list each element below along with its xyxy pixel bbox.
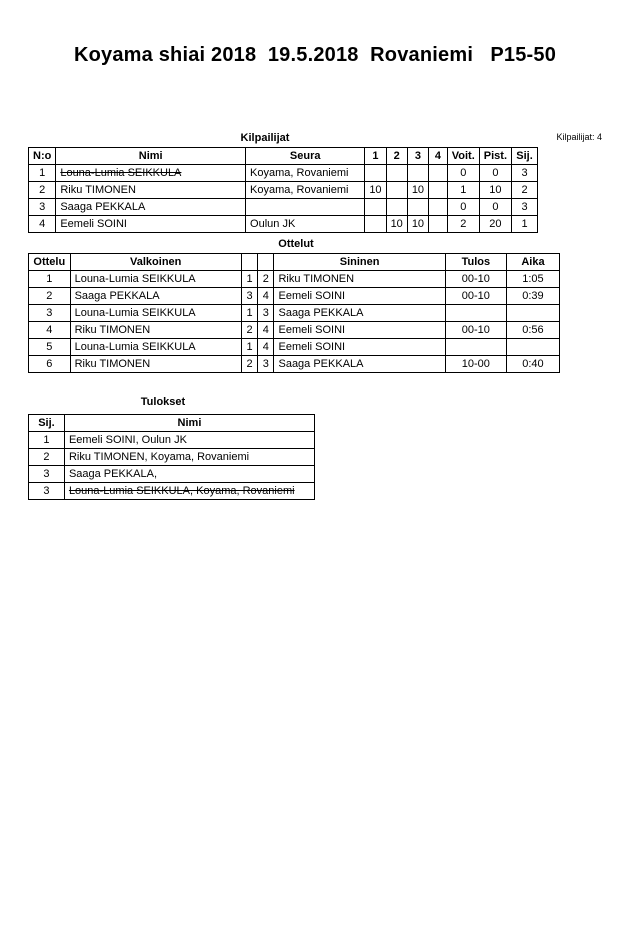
column-header-seura: Seura (246, 148, 365, 165)
column-header-m3: 3 (407, 148, 428, 165)
cell-sijoitus: 1 (29, 432, 65, 449)
cell-m1 (365, 199, 386, 216)
column-header-pisteet: Pist. (479, 148, 511, 165)
table-header-row (29, 148, 538, 165)
cell-sijoitus: 1 (512, 216, 538, 233)
cell-seura: Koyama, Rovaniemi (246, 165, 365, 182)
cell-pisteet: 10 (479, 182, 511, 199)
cell-sininen: Eemeli SOINI (274, 339, 445, 356)
cell-tulos (445, 305, 506, 322)
cell-nimi: Saaga PEKKALA (56, 199, 246, 216)
column-header-nimi: Nimi (56, 148, 246, 165)
cell-m4 (429, 216, 448, 233)
cell-valkoinen-no: 3 (241, 288, 257, 305)
table-row (29, 466, 315, 483)
kilpailijat-section (28, 132, 602, 233)
cell-no: 2 (29, 182, 56, 199)
cell-sininen: Saaga PEKKALA (274, 356, 445, 373)
cell-m1 (365, 216, 386, 233)
table-row (29, 288, 560, 305)
cell-sijoitus: 3 (512, 165, 538, 182)
column-header-m2: 2 (386, 148, 407, 165)
tulokset-heading: Tulokset (140, 396, 186, 408)
cell-valkoinen: Louna-Lumia SEIKKULA (70, 271, 241, 288)
kilpailijat-count: Kilpailijat: 4 (556, 132, 602, 142)
column-header-m4: 4 (429, 148, 448, 165)
cell-nimi: Louna-Lumia SEIKKULA, Koyama, Rovaniemi (64, 483, 314, 500)
cell-voitot: 1 (447, 182, 479, 199)
column-header-sininen: Sininen (274, 254, 445, 271)
cell-valkoinen: Louna-Lumia SEIKKULA (70, 305, 241, 322)
table-row (29, 322, 560, 339)
cell-valkoinen-no: 1 (241, 339, 257, 356)
cell-sininen-no: 4 (258, 339, 274, 356)
tulokset-table (28, 414, 315, 500)
cell-valkoinen-no: 2 (241, 322, 257, 339)
cell-ottelu: 4 (29, 322, 71, 339)
cell-pisteet: 0 (479, 199, 511, 216)
cell-valkoinen: Louna-Lumia SEIKKULA (70, 339, 241, 356)
cell-pisteet: 0 (479, 165, 511, 182)
ottelut-heading: Ottelut (278, 238, 314, 250)
column-header-valkoinen: Valkoinen (70, 254, 241, 271)
cell-seura (246, 199, 365, 216)
table-header-row (29, 415, 315, 432)
table-row (29, 199, 538, 216)
cell-sininen: Eemeli SOINI (274, 288, 445, 305)
table-row (29, 356, 560, 373)
cell-aika (506, 339, 559, 356)
cell-m4 (429, 165, 448, 182)
cell-sininen-no: 4 (258, 322, 274, 339)
cell-m2: 10 (386, 216, 407, 233)
cell-voitot: 2 (447, 216, 479, 233)
cell-ottelu: 1 (29, 271, 71, 288)
cell-aika: 1:05 (506, 271, 559, 288)
cell-m4 (429, 182, 448, 199)
cell-sijoitus: 3 (29, 466, 65, 483)
cell-sijoitus: 2 (29, 449, 65, 466)
cell-nimi: Riku TIMONEN, Koyama, Rovaniemi (64, 449, 314, 466)
table-row (29, 216, 538, 233)
cell-nimi: Riku TIMONEN (56, 182, 246, 199)
cell-sijoitus: 3 (29, 483, 65, 500)
cell-aika: 0:56 (506, 322, 559, 339)
column-header-m1: 1 (365, 148, 386, 165)
cell-aika: 0:39 (506, 288, 559, 305)
cell-valkoinen: Saaga PEKKALA (70, 288, 241, 305)
kilpailijat-table (28, 147, 538, 233)
cell-ottelu: 5 (29, 339, 71, 356)
cell-aika (506, 305, 559, 322)
cell-sininen-no: 2 (258, 271, 274, 288)
cell-tulos: 00-10 (445, 271, 506, 288)
column-header-voitot: Voit. (447, 148, 479, 165)
cell-voitot: 0 (447, 199, 479, 216)
cell-sininen-no: 4 (258, 288, 274, 305)
column-header-ottelu: Ottelu (29, 254, 71, 271)
cell-sininen: Eemeli SOINI (274, 322, 445, 339)
cell-m3 (407, 199, 428, 216)
cell-m2 (386, 165, 407, 182)
table-row (29, 449, 315, 466)
cell-sininen: Saaga PEKKALA (274, 305, 445, 322)
cell-sininen-no: 3 (258, 356, 274, 373)
cell-ottelu: 3 (29, 305, 71, 322)
cell-tulos: 00-10 (445, 322, 506, 339)
table-header-row (29, 254, 560, 271)
cell-tulos: 10-00 (445, 356, 506, 373)
table-row (29, 271, 560, 288)
cell-m3 (407, 165, 428, 182)
cell-m3: 10 (407, 216, 428, 233)
cell-sijoitus: 3 (512, 199, 538, 216)
cell-m4 (429, 199, 448, 216)
cell-valkoinen-no: 1 (241, 305, 257, 322)
cell-m1 (365, 165, 386, 182)
column-header-nimi: Nimi (64, 415, 314, 432)
cell-seura: Oulun JK (246, 216, 365, 233)
column-header-no: N:o (29, 148, 56, 165)
column-header-valkoinen-no (241, 254, 257, 271)
ottelut-table (28, 253, 560, 373)
cell-m2 (386, 182, 407, 199)
cell-tulos (445, 339, 506, 356)
cell-m1: 10 (365, 182, 386, 199)
table-row (29, 483, 315, 500)
cell-no: 4 (29, 216, 56, 233)
tulokset-section (28, 396, 328, 500)
cell-ottelu: 2 (29, 288, 71, 305)
cell-nimi: Eemeli SOINI (56, 216, 246, 233)
cell-valkoinen: Riku TIMONEN (70, 356, 241, 373)
cell-sininen: Riku TIMONEN (274, 271, 445, 288)
cell-aika: 0:40 (506, 356, 559, 373)
column-header-sininen-no (258, 254, 274, 271)
column-header-tulos: Tulos (445, 254, 506, 271)
cell-no: 3 (29, 199, 56, 216)
table-row (29, 432, 315, 449)
cell-tulos: 00-10 (445, 288, 506, 305)
cell-seura: Koyama, Rovaniemi (246, 182, 365, 199)
cell-m2 (386, 199, 407, 216)
ottelut-section (28, 238, 602, 373)
cell-no: 1 (29, 165, 56, 182)
cell-nimi: Eemeli SOINI, Oulun JK (64, 432, 314, 449)
table-row (29, 165, 538, 182)
cell-valkoinen: Riku TIMONEN (70, 322, 241, 339)
page-title: Koyama shiai 2018 19.5.2018 Rovaniemi P15-50 (73, 44, 557, 66)
table-row (29, 305, 560, 322)
cell-ottelu: 6 (29, 356, 71, 373)
cell-m3: 10 (407, 182, 428, 199)
cell-valkoinen-no: 2 (241, 356, 257, 373)
cell-sininen-no: 3 (258, 305, 274, 322)
cell-voitot: 0 (447, 165, 479, 182)
cell-nimi: Saaga PEKKALA, (64, 466, 314, 483)
cell-pisteet: 20 (479, 216, 511, 233)
kilpailijat-heading: Kilpailijat (240, 132, 290, 144)
column-header-sijoitus: Sij. (512, 148, 538, 165)
table-row (29, 339, 560, 356)
column-header-aika: Aika (506, 254, 559, 271)
column-header-sijoitus: Sij. (29, 415, 65, 432)
cell-sijoitus: 2 (512, 182, 538, 199)
table-row (29, 182, 538, 199)
cell-valkoinen-no: 1 (241, 271, 257, 288)
cell-nimi: Louna-Lumia SEIKKULA (56, 165, 246, 182)
